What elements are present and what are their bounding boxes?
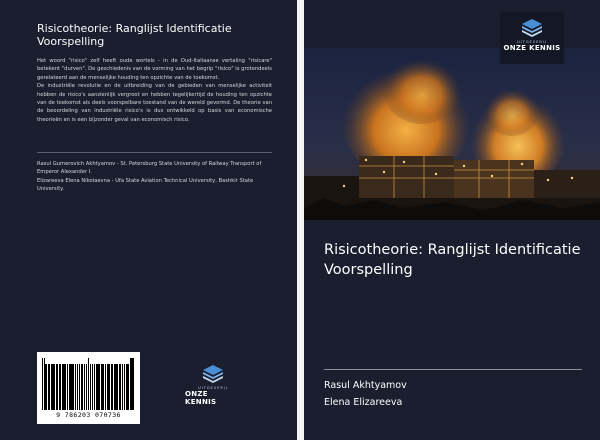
author-name-2: Elena Elizareeva xyxy=(324,397,403,408)
isbn-number: 9 786203 070736 xyxy=(56,411,121,419)
stacked-book-logo-icon xyxy=(202,364,224,384)
barcode-bar xyxy=(45,364,47,410)
front-cover-title: Risicotheorie: Ranglijst Identificatie Voorspelling xyxy=(324,242,581,278)
barcode-bar xyxy=(77,364,79,410)
barcode-bar xyxy=(88,358,90,410)
author-bio-2: Elizareeva Elena Nikolaevna - Ufa State Aviation Technical University, Bashkir State University. xyxy=(37,177,254,193)
author-bio-1: Rasul Gumerovich Akhtyamov - St. Petersburg State University of Railway Transport of Emperor Alexander I. xyxy=(37,161,262,176)
spine-gap xyxy=(297,0,304,440)
barcode-bar xyxy=(64,364,66,410)
barcode-bar xyxy=(119,364,121,410)
barcode-bar xyxy=(114,364,116,410)
front-cover xyxy=(304,0,600,440)
blurb-paragraph-1: Het woord "risico" zelf heeft oude wortels - in de Oud-Italiaanse vertaling "risicare" betekent "durven". De geschiedenis van de vorming van het begrip "risico" is grotendeels gerelateerd aan de menselijke houding ten opzichte van de toekomst. xyxy=(37,58,272,81)
barcode-bar xyxy=(102,364,104,410)
barcode-bar xyxy=(62,364,64,410)
publisher-logo-front xyxy=(500,12,564,64)
barcode-bar xyxy=(81,364,83,410)
barcode-bar xyxy=(127,364,129,410)
back-cover-title: Risicotheorie: Ranglijst Identificatie Voorspelling xyxy=(37,22,232,48)
publisher-logo-back xyxy=(185,364,241,406)
isbn-barcode xyxy=(37,352,140,424)
author-name-1: Rasul Akhtyamov xyxy=(324,380,407,391)
barcode-bars xyxy=(42,358,135,410)
publisher-name: ONZE KENNIS xyxy=(503,44,561,52)
divider-line xyxy=(37,152,272,153)
back-cover xyxy=(0,0,297,440)
front-cover-authors xyxy=(324,377,564,411)
title-rule xyxy=(324,369,582,370)
barcode-bar xyxy=(56,364,58,410)
stacked-book-logo-icon xyxy=(521,18,543,38)
barcode-bar xyxy=(97,364,99,410)
back-cover-blurb xyxy=(37,57,272,124)
author-bios xyxy=(37,160,272,194)
publisher-small-label: UITGEVERIJ xyxy=(517,40,547,44)
barcode-bar xyxy=(108,364,110,410)
barcode-bar xyxy=(92,364,94,410)
publisher-small-label: UITGEVERIJ xyxy=(198,386,228,390)
industrial-plant-night-steam-image xyxy=(304,48,600,220)
barcode-bar xyxy=(70,364,72,410)
barcode-bar xyxy=(122,364,124,410)
blurb-paragraph-2: De industriële revolutie en de uitbreiding van de gebieden van menselijke activiteit hebben de risico's aanzienlijk vergroot en hebben tegelijkertijd de houding ten opzichte van de toekomst als deels voorspelbare toestand van de wereld gevormd. De theorie van de beoordeling van industriële risico's is dus ontwikkeld op basis van economische theorieën en is een bijzonder geval van economisch risico. xyxy=(37,83,272,123)
barcode-bar xyxy=(51,364,53,410)
barcode-bar xyxy=(131,358,133,410)
publisher-name: ONZE KENNIS xyxy=(185,390,217,406)
